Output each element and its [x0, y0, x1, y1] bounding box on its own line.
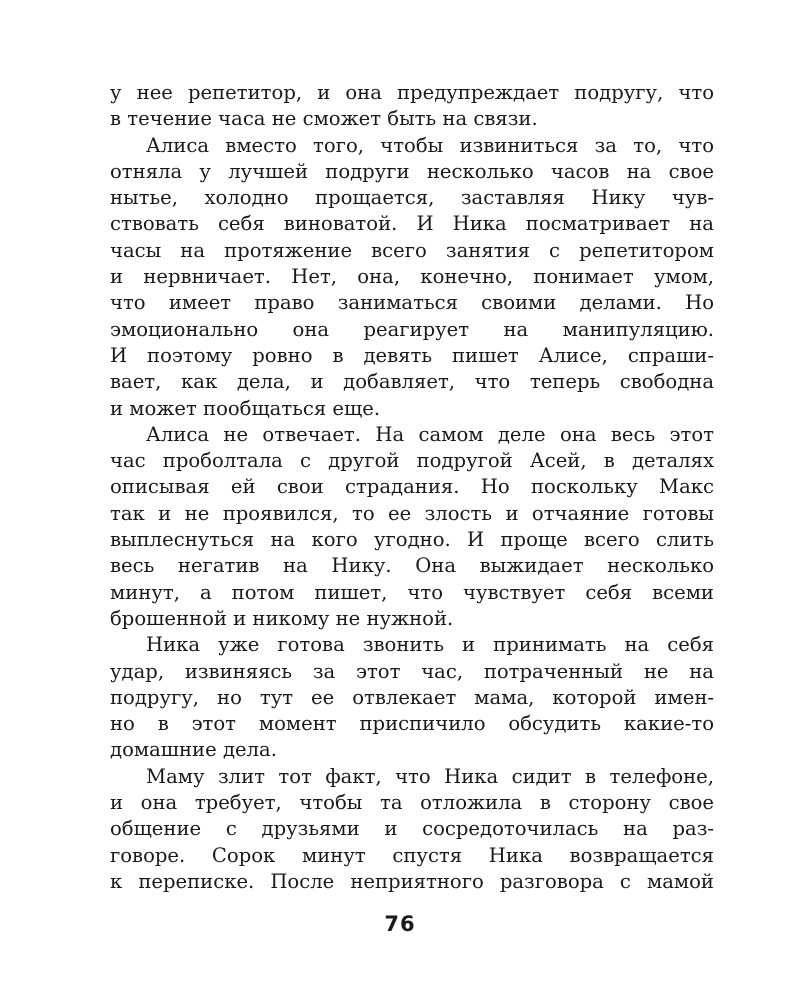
body-text	[110, 80, 714, 895]
text-line: Ника уже готова звонить и принимать на себя	[146, 633, 714, 657]
text-line: удар, извиняясь за этот час, потраченный не на	[110, 659, 714, 683]
text-line: выплеснуться на кого угодно. И проще всего слить	[110, 528, 714, 552]
text-line: домашние дела.	[110, 738, 277, 762]
page-number: 76	[384, 912, 416, 936]
text-line: нытье, холодно прощается, заставляя Нику чув-	[110, 186, 714, 210]
text-line: но в этот момент приспичило обсудить какие-то	[110, 712, 714, 736]
text-line: так и не проявился, то ее злость и отчаяние готовы	[110, 501, 714, 525]
text-line: отняла у лучшей подруги несколько часов на свое	[110, 159, 714, 183]
text-line: эмоционально она реагирует на манипуляцию.	[110, 317, 714, 341]
text-line: что имеет право заниматься своими делами. Но	[110, 291, 714, 315]
text-line: к переписке. После неприятного разговора с мамой	[110, 869, 714, 893]
text-line: часы на протяжение всего занятия с репетитором	[110, 238, 714, 262]
text-line: Алиса вместо того, чтобы извиниться за то, что	[146, 133, 714, 157]
text-line: час проболтала с другой подругой Асей, в деталях	[110, 449, 714, 473]
text-line: минут, а потом пишет, что чувствует себя всеми	[110, 580, 714, 604]
text-line: ствовать себя виноватой. И Ника посматривает на	[110, 212, 714, 236]
text-line: и она требует, чтобы та отложила в сторону свое	[110, 791, 714, 815]
text-line: и нервничает. Нет, она, конечно, понимает умом,	[110, 265, 714, 289]
text-line: в течение часа не сможет быть на связи.	[110, 107, 538, 131]
text-line: описывая ей свои страдания. Но поскольку Макс	[110, 475, 714, 499]
text-line: общение с друзьями и сосредоточилась на раз-	[110, 817, 714, 841]
text-line: у нее репетитор, и она предупреждает подругу, что	[110, 81, 714, 104]
text-line: весь негатив на Нику. Она выжидает несколько	[110, 554, 714, 578]
text-line: и может пообщаться еще.	[110, 396, 381, 420]
text-line: И поэтому ровно в девять пишет Алисе, спраши-	[110, 343, 714, 367]
text-line: брошенной и никому не нужной.	[110, 606, 454, 630]
text-line: Алиса не отвечает. На самом деле она весь этот	[146, 422, 714, 446]
text-line: говоре. Сорок минут спустя Ника возвращается	[110, 843, 714, 867]
text-line: подругу, но тут ее отвлекает мама, которой имен-	[110, 685, 714, 709]
text-line: вает, как дела, и добавляет, что теперь свободна	[110, 370, 714, 394]
text-line: Маму злит тот факт, что Ника сидит в телефоне,	[146, 764, 714, 788]
